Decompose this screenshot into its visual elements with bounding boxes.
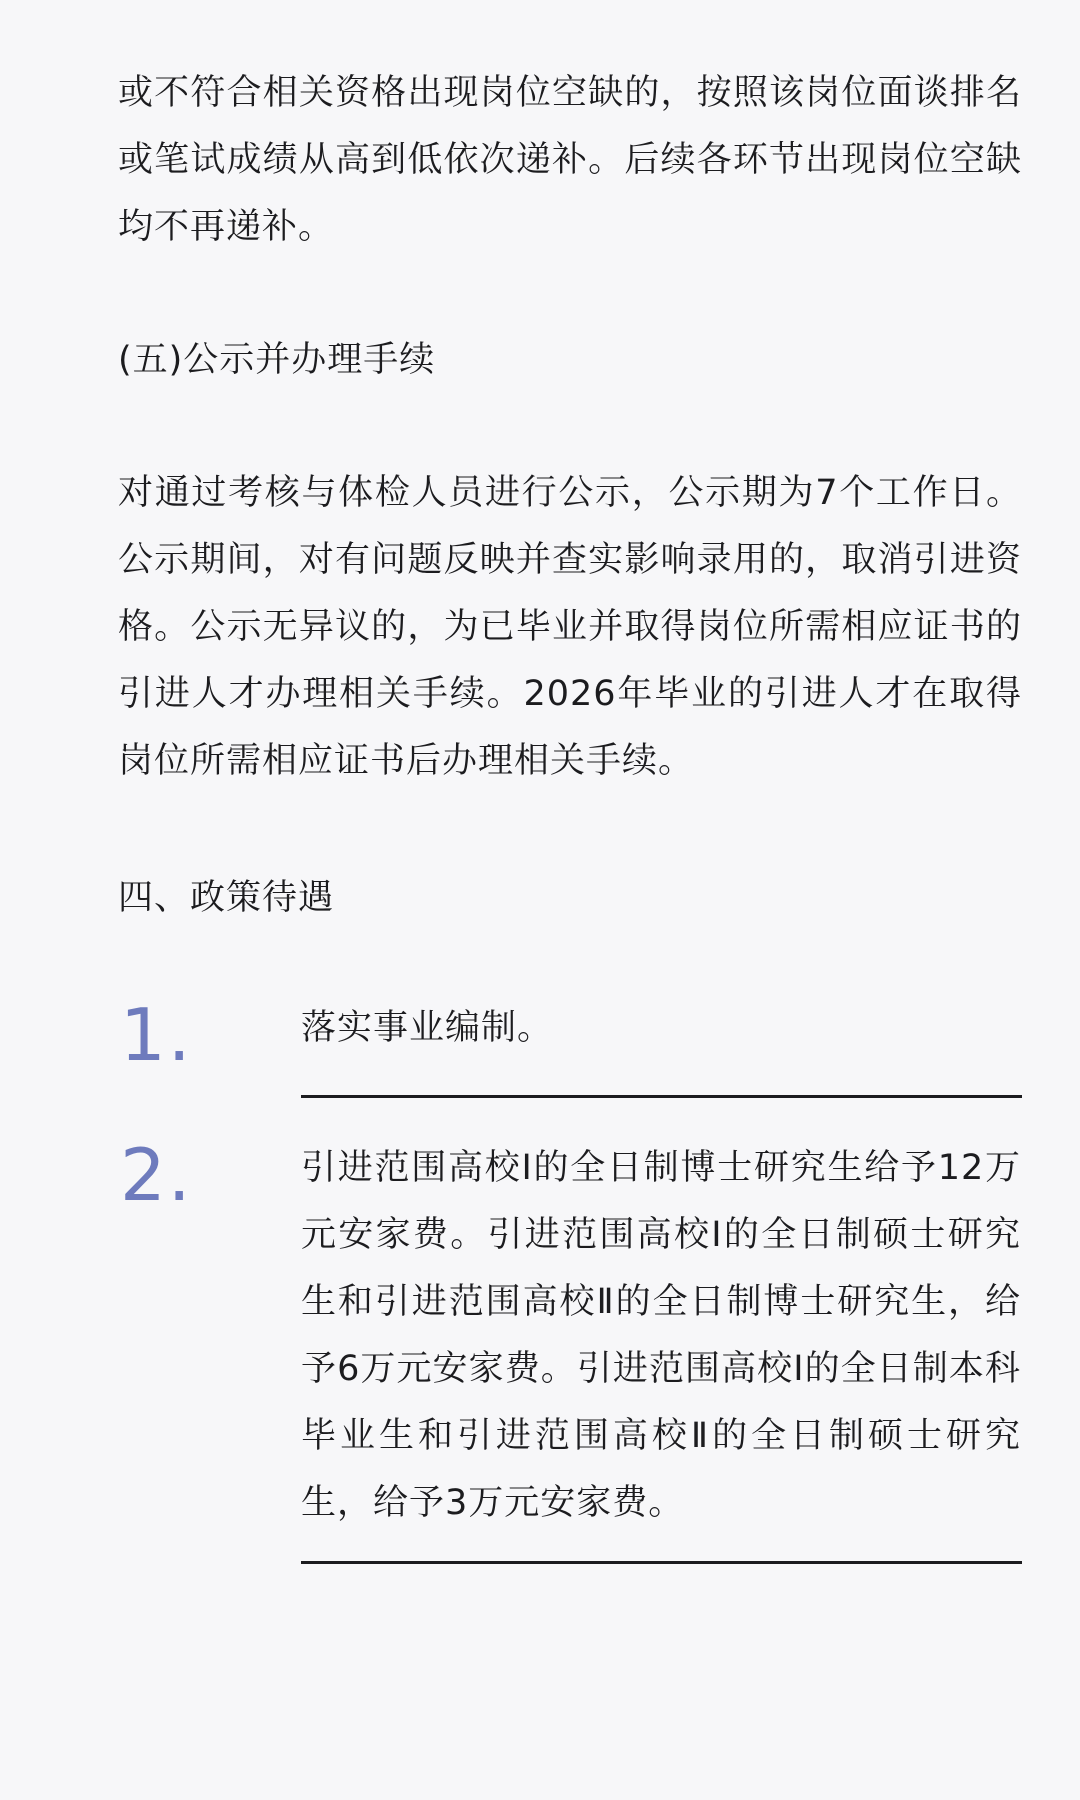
section-title: 四、政策待遇 xyxy=(118,878,335,918)
list-divider xyxy=(301,1561,1022,1564)
list-item-text: 引进范围高校Ⅰ的全日制博士研究生给予12万元安家费。引进范围高校Ⅰ的全日制硕士研究生和引进范围高校Ⅱ的全日制博士研究生，给予6万元安家费。引进范围高校Ⅰ的全日制本科毕业生和引进范围高校Ⅱ的全日制硕士研究生，给予3万元安家费。 xyxy=(301,1148,1021,1523)
list-number: 2. xyxy=(120,1133,193,1217)
paragraph-publicity: 对通过考核与体检人员进行公示，公示期为7个工作日。公示期间，对有问题反映并查实影响录用的，取消引进资格。公示无异议的，为已毕业并取得岗位所需相应证书的引进人才办理相关手续。2026年毕业的引进人才在取得岗位所需相应证书后办理相关手续。 xyxy=(118,473,1022,781)
list-item-text: 落实事业编制。 xyxy=(301,1008,554,1048)
list-number: 1. xyxy=(120,993,193,1077)
subsection-title: (五)公示并办理手续 xyxy=(118,340,436,380)
paragraph-continued: 或不符合相关资格出现岗位空缺的，按照该岗位面谈排名或笔试成绩从高到低依次递补。后续各环节出现岗位空缺均不再递补。 xyxy=(118,73,1022,247)
list-divider xyxy=(301,1095,1022,1098)
